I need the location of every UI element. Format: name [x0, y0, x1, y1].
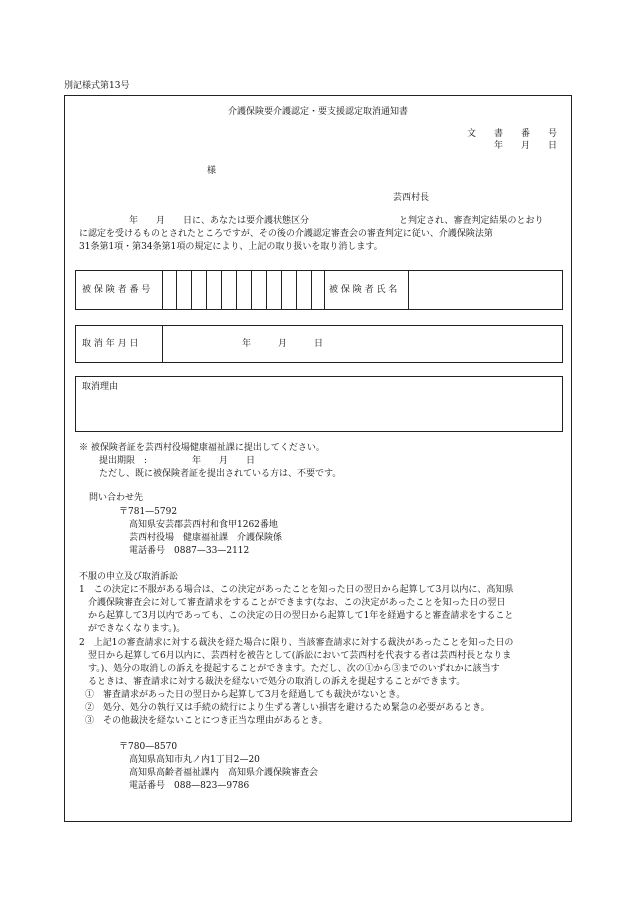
contact-heading: 問い合わせ先 — [89, 493, 144, 503]
insured-info-table — [75, 270, 563, 310]
submit-note-1: ※ 被保険者証を芸西村役場健康福祉課に提出してください。 — [79, 443, 325, 453]
form-number: 別記様式第13号 — [64, 81, 130, 91]
cancel-date-value[interactable]: 年 月 日 — [242, 339, 324, 349]
reason-label: 取消理由 — [82, 382, 119, 392]
council-postal: 〒780—8570 — [119, 742, 178, 752]
contact-address: 高知県安芸郡芸西村和食甲1262番地 — [129, 520, 278, 530]
council-phone: 電話番号 088—823—9786 — [129, 781, 250, 791]
appeal-condition-2: ② 処分、処分の執行又は手続の続行により生ずる著しい損害を避けるため緊急の必要があるとき。 — [85, 703, 490, 713]
document-frame — [64, 95, 572, 822]
submit-note-2: 提出期限 : 年 月 日 — [99, 456, 256, 466]
appeal-condition-1: ① 審査請求があった日の翌日から起算して3月を経過しても裁決がないとき。 — [85, 690, 406, 700]
cancel-date-label: 取 消 年 月 日 — [82, 339, 139, 349]
appeal-item2-line1: 2 上記1の審査請求に対する裁決を経た場合に限り、当該審査請求に対する裁決があったことを知った日の — [79, 638, 514, 648]
body-line-1b: と判定され、審査判定結果のとおり — [399, 216, 544, 226]
body-line-2: に認定を受けるものとされたところですが、その後の介護認定審査会の審査判定に従い、介護保険法第 — [79, 229, 493, 239]
contact-office: 芸西村役場 健康福祉課 介護保険係 — [129, 533, 283, 543]
appeal-item2-line3: す。)、処分の取消しの訴えを提起することができます。ただし、次の①から③までのいずれかに該当す — [79, 664, 500, 674]
appeal-condition-3: ③ その他裁決を経ないことにつき正当な理由があるとき。 — [85, 716, 328, 726]
insured-name-label: 被 保 険 者 氏 名 — [329, 285, 398, 295]
appeal-item1-line4: ができなくなります。)。 — [79, 624, 186, 634]
appeal-item1-line2: 介護保険審査会に対して審査請求をすることができます(なお、この決定があったことを知った日の翌日 — [79, 598, 506, 608]
date-label: 年 月 日 — [493, 141, 557, 151]
contact-phone: 電話番号 0887—33—2112 — [129, 546, 250, 556]
cancel-date-table — [75, 325, 563, 363]
insured-number-label: 被 保 険 者 番 号 — [82, 285, 151, 295]
insured-name-cell[interactable] — [410, 271, 560, 309]
appeal-item2-line2: 翌日から起算して6月以内に、芸西村を被告として(訴訟において芸西村を代表する者は芸西村長となりま — [79, 651, 512, 661]
issuer: 芸西村長 — [393, 193, 430, 203]
appeal-item1-line1: 1 この決定に不服がある場合は、この決定があったことを知った日の翌日から起算して3月以内に、高知県 — [79, 585, 514, 595]
insured-number-cell[interactable] — [176, 271, 177, 309]
appeal-item1-line3: から起算して3月以内であっても、この決定の日の翌日から起算して1年を経過すると審査請求をすること — [79, 611, 514, 621]
contact-postal: 〒781—5792 — [119, 507, 178, 517]
council-address: 高知県高知市丸ノ内1丁目2—20 — [129, 755, 260, 765]
reason-box[interactable] — [75, 376, 563, 432]
body-line-3: 31条第1項・第34条第1項の規定により、上記の取り扱いを取り消します。 — [79, 242, 383, 252]
submit-note-3: ただし、既に被保険者証を提出されている方は、不要です。 — [99, 469, 342, 479]
doc-number-label: 文 書 番 号 — [466, 129, 557, 139]
document-title: 介護保険要介護認定・要支援認定取消通知書 — [227, 107, 408, 117]
council-office: 高知県高齢者福祉課内 高知県介護保険審査会 — [129, 768, 319, 778]
body-line-1a: 年 月 日に、あなたは要介護状態区分 — [129, 216, 310, 226]
recipient-suffix: 様 — [207, 166, 217, 176]
appeal-heading: 不服の申立及び取消訴訟 — [79, 572, 179, 582]
appeal-item2-line4: るときは、審査請求に対する裁決を経ないで処分の取消しの訴えを提起することができます。 — [79, 677, 466, 687]
